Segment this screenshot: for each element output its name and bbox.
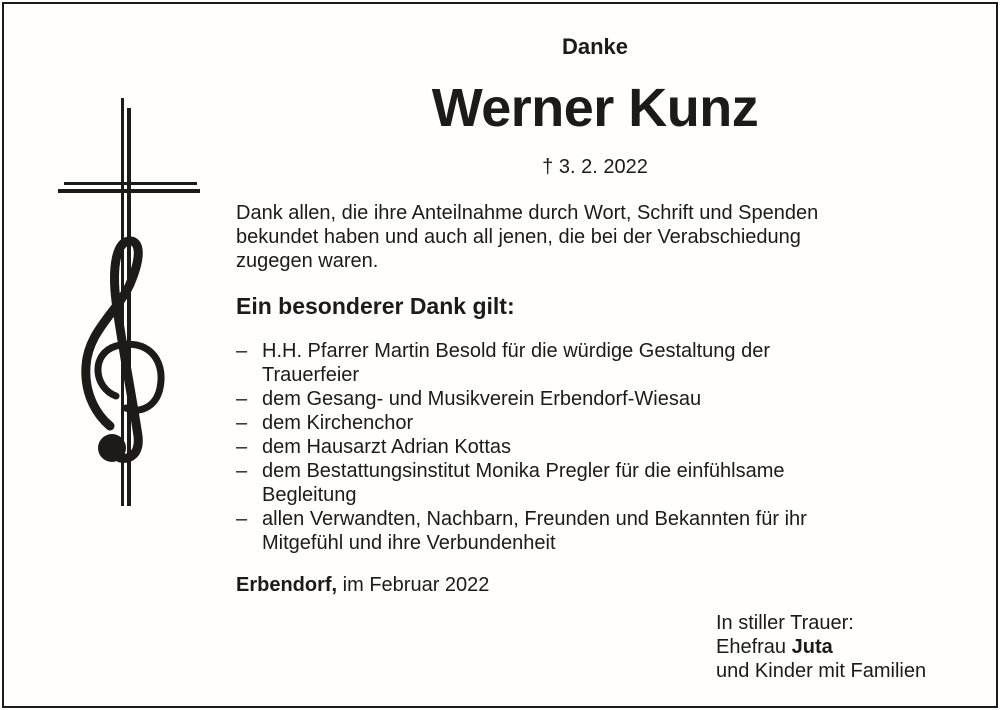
list-dash: –	[236, 460, 248, 482]
list-item-line: dem Bestattungsinstitut Monika Pregler für die einfühlsame	[262, 460, 785, 482]
place-and-date	[236, 574, 489, 597]
death-date-line	[445, 156, 745, 179]
thanks-list-item	[236, 459, 807, 507]
cross-with-treble-clef-icon	[54, 96, 204, 508]
list-dash: –	[236, 436, 248, 458]
list-dash: –	[236, 508, 248, 530]
pre-title: Danke	[561, 34, 629, 59]
list-dash: –	[236, 340, 248, 362]
list-item-line: H.H. Pfarrer Martin Besold für die würdige Gestaltung der	[262, 340, 770, 362]
wife-name: Juta	[791, 636, 833, 658]
list-item-line: Mitgefühl und ihre Verbundenheit	[262, 532, 556, 554]
place-name: Erbendorf,	[236, 574, 338, 596]
list-dash: –	[236, 412, 248, 434]
signature-block	[716, 611, 926, 683]
thanks-list-item	[236, 411, 807, 435]
intro-line: bekundet haben und auch all jenen, die bei der Verabschiedung	[236, 226, 801, 248]
list-item-line: allen Verwandten, Nachbarn, Freunden und Bekannten für ihr	[262, 508, 807, 530]
intro-line: Dank allen, die ihre Anteilnahme durch Wort, Schrift und Spenden	[236, 202, 819, 224]
thanks-list-item	[236, 435, 807, 459]
thanks-list	[236, 339, 807, 555]
intro-line: zugegen waren.	[236, 250, 379, 272]
clef-tail-dot	[98, 434, 126, 462]
list-item-line: Begleitung	[262, 484, 357, 506]
death-cross-symbol: †	[542, 156, 554, 178]
intro-paragraph	[236, 201, 936, 273]
signature-line	[716, 635, 926, 659]
list-item-line: dem Kirchenchor	[262, 412, 414, 434]
list-item-line: dem Hausarzt Adrian Kottas	[262, 436, 512, 458]
deceased-name: Werner Kunz	[431, 78, 759, 138]
signature-line: und Kinder mit Familien	[716, 660, 927, 682]
closing-date: im Februar 2022	[337, 574, 490, 596]
thanks-list-item	[236, 507, 807, 555]
list-item-line: Trauerfeier	[262, 364, 360, 386]
list-item-line: dem Gesang- und Musikverein Erbendorf-Wiesau	[262, 388, 702, 410]
death-date: 3. 2. 2022	[558, 156, 648, 178]
thanks-list-item	[236, 387, 807, 411]
signature-line: In stiller Trauer:	[716, 612, 854, 634]
obituary-card	[2, 2, 998, 708]
wife-prefix: Ehefrau	[716, 636, 792, 658]
thanks-heading: Ein besonderer Dank gilt:	[236, 293, 515, 319]
list-dash: –	[236, 388, 248, 410]
thanks-list-item	[236, 339, 807, 387]
cross-icon	[58, 98, 200, 506]
